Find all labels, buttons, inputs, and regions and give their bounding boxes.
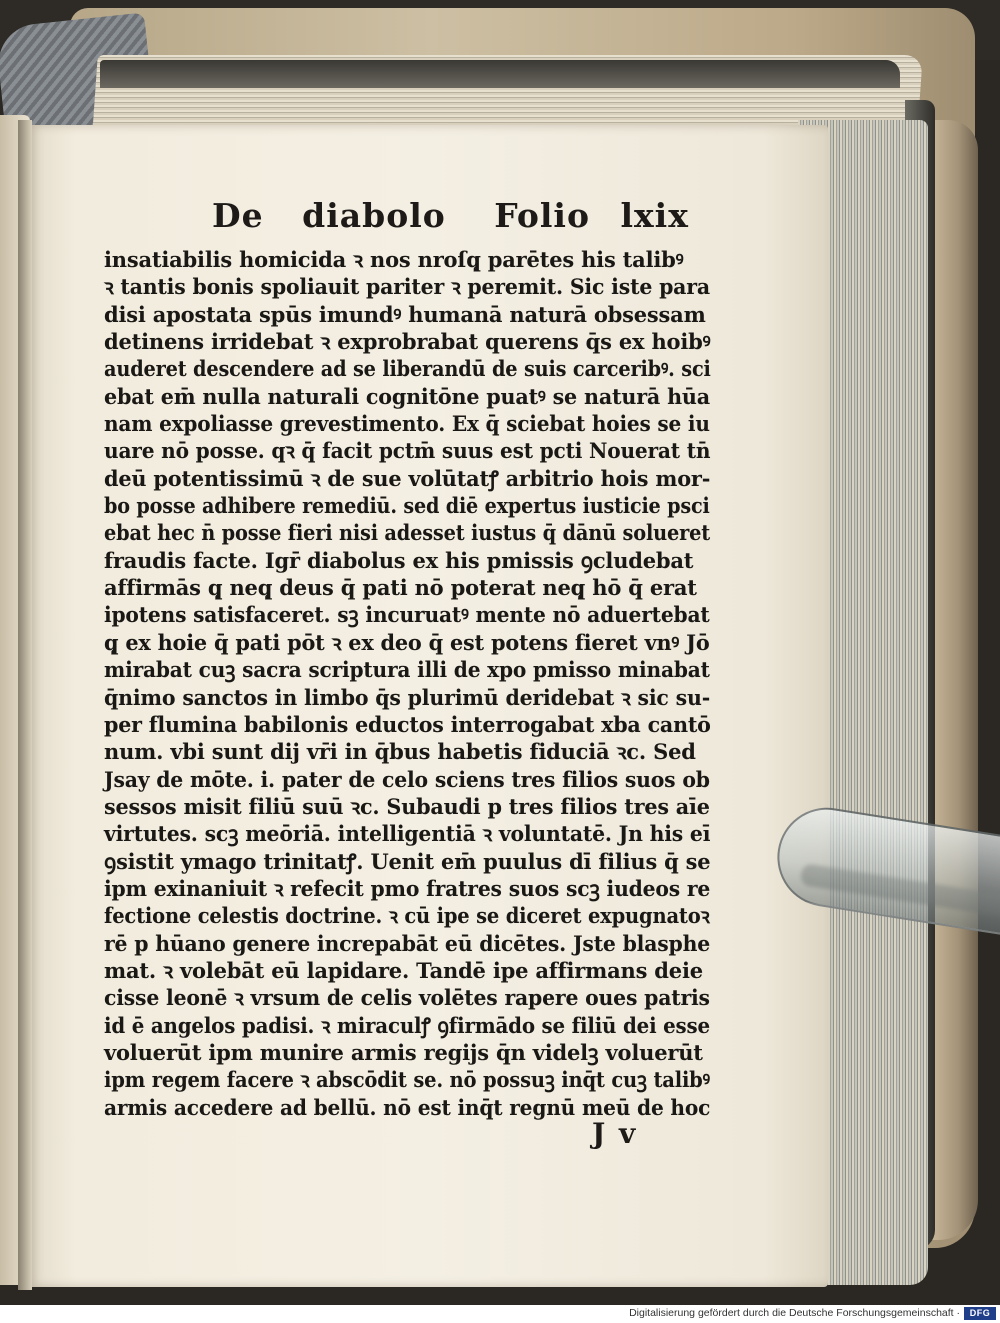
text-line: ipm regem facere ꝛ abscōdit se. nō possuꝫ inq̄t cuꝫ talibꝰ [104,1067,710,1093]
text-line: rē p hūano genere increpabāt eū dicētes. Jste blasphe [104,930,711,956]
text-line: per flumina babilonis eductos interrogabat xba cantō [104,711,711,737]
body-text [104,246,710,1121]
folio-number: lxix [620,196,689,235]
text-line: ꝯsistit ymago trinitatꝭ. Uenit em̄ puulus dī filius q̄ se [104,848,711,874]
text-line: q̨ ex hoie q̄ pati pōt ꝛ ex deo q̄ est potens fieret vnꝰ Jō [104,629,710,655]
header-word-folio: Folio [494,196,590,235]
text-line: fectione celestis doctrine. ꝛ cū ipe se diceret expugnatoꝛ [104,903,710,929]
running-header [212,196,689,252]
page-block-top-shadow [100,60,900,88]
text-line: ipm exinaniuit ꝛ refecit pmo fratres suos scꝫ iudeos re [104,875,711,901]
header-word-diabolo: diabolo [302,196,446,235]
text-line: nam expoliasse grevestimento. Ex q̄ sciebat hoies se iu [104,411,710,437]
text-line: ebat em̄ nulla naturali cognitōne puatꝰ se naturā hūa [104,383,710,409]
dfg-logo: DFG [964,1307,996,1320]
text-line: Jsay de mōte. i. pater de celo sciens tres filios suos ob [104,766,710,792]
text-line: ipotens satisfaceret. sꝫ incuruatꝰ mente nō aduertebat [104,602,710,628]
funding-credit: Digitalisierung gefördert durch die Deutsche Forschungsgemeinschaft · [629,1307,960,1319]
text-line: sessos misit filiū suū ꝛc. Subaudi p tres filios tres aīe [104,793,710,819]
text-line: disi apostata spūs imundꝰ humanā naturā obsessam [104,301,706,327]
text-line: ebat hec n̄ posse fieri nisi adesset iustus q̄ dānū solueret [104,520,711,546]
footer-bar [0,1305,1000,1323]
text-line: id ē angelos padisi. ꝛ miraculꝭ ꝯfirmādo se filiū dei esse [104,1012,710,1038]
cover-edge [930,120,978,1240]
text-line: armis accedere ad bellū. nō est inq̄t regnū meū de hoc [104,1094,711,1120]
text-line: mirabat cuꝫ sacra scriptura illi de xpo pmisso minabat [104,657,710,683]
text-line: voluerūt ipm munire armis regijs q̄n videlꝫ voluerūt [104,1039,703,1065]
text-line: detinens irridebat ꝛ exprobrabat querens q̄s ex hoibꝰ [104,329,711,355]
text-line: affirmās q̨ neq̨ deus q̄ pati nō poterat neq̨ hō q̄ erat [104,575,697,601]
text-line: ꝛ tantis bonis spoliauit pariter ꝛ peremit. Sic iste para [104,274,710,300]
text-line: q̄nimo sanctos in limbo q̄s plurimū deridebat ꝛ sic su- [104,684,711,710]
gutter [18,120,32,1290]
text-line: auderet descendere ad se liberandū de suis carceribꝰ. sci [104,356,711,382]
text-line: uare nō posse. qꝛ q̄ facit pctm̄ suus est pcti Nouerat tn̄ [104,438,711,464]
text-line: insatiabilis homicida ꝛ nos nroſq̨ parētes his talibꝰ [104,247,684,272]
text-line: virtutes. scꝫ meōriā. intelligentiā ꝛ voluntatē. Jn his eī [104,821,711,847]
text-line: fraudis facte. Igr̄ diabolus ex his pmissis ꝯcludebat [104,547,694,573]
text-line: deū potentissimū ꝛ de sue volūtatꝭ arbitrio hois mor- [104,465,711,491]
text-line: cisse leonē ꝛ vrsum de celis volētes rapere oues patris [104,985,710,1011]
text-line: bo posse adhibere remediū. sed diē expertus iusticie psci [104,493,710,519]
text-line: num. vbi sunt dij vr̄i in q̄bus habetis fiduciā ꝛc. Sed [104,739,696,765]
header-word-de: De [212,196,264,235]
signature-mark: J v [592,1117,638,1150]
text-line: mat. ꝛ volebāt eū lapidare. Tandē ipe affirmans deie [104,957,703,983]
